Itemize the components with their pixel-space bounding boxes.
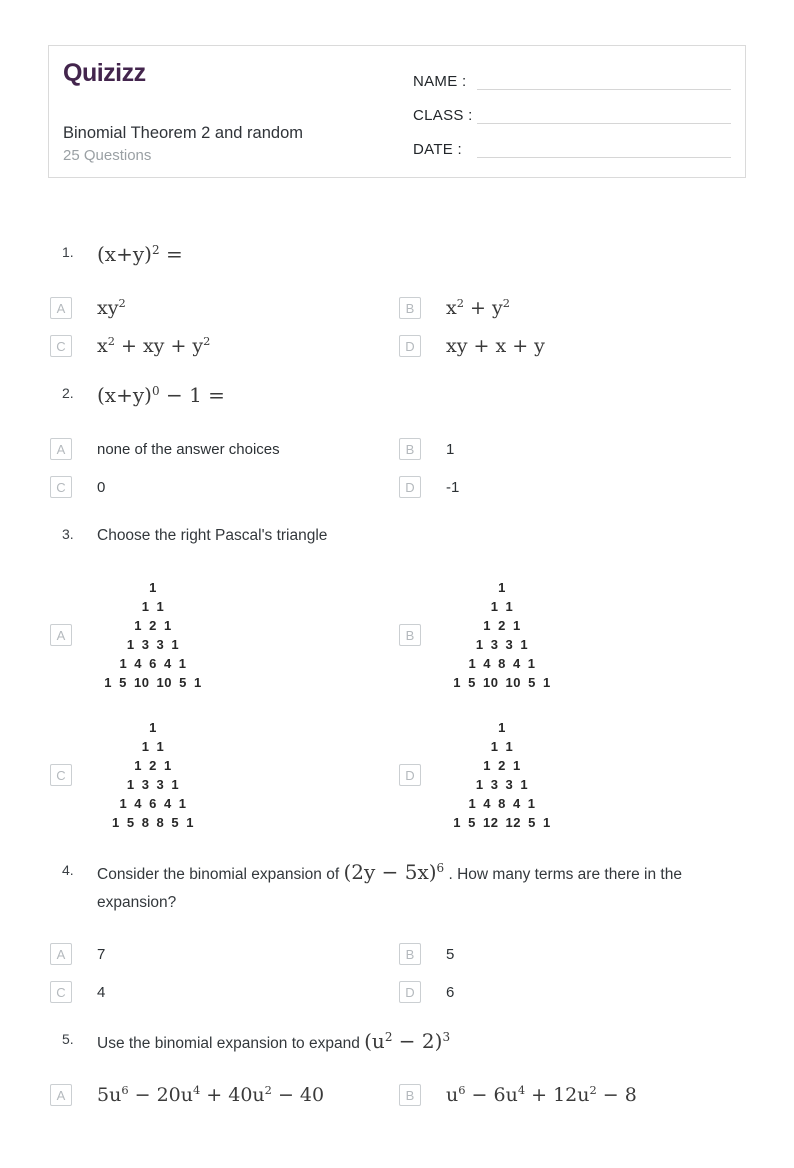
math-expression: $xy^2$ — [97, 296, 126, 319]
question-prompt — [97, 381, 225, 412]
option-letter-box[interactable]: B — [399, 297, 421, 319]
option-letter-box[interactable]: C — [50, 764, 72, 786]
text-segment: 6 — [446, 983, 455, 1001]
text-segment: none of the answer choices — [97, 440, 280, 458]
option-content — [446, 479, 459, 496]
option-letter-box[interactable]: D — [399, 335, 421, 357]
question-block — [48, 381, 746, 498]
text-segment: 0 — [97, 478, 106, 496]
option-content — [446, 984, 454, 1001]
field-input-line[interactable] — [477, 109, 731, 124]
option-content — [97, 441, 280, 458]
pascal-triangle: 1 1 1 1 2 1 1 3 3 1 1 4 8 4 1 1 5 12 12 5 1 — [453, 720, 551, 830]
option-b — [397, 297, 746, 319]
question-prompt-row — [48, 381, 746, 412]
option-letter-box[interactable]: D — [399, 764, 421, 786]
text-segment: 5 — [446, 945, 455, 963]
pascal-triangle: 1 1 1 1 2 1 1 3 3 1 1 4 6 4 1 1 5 8 8 5 1 — [112, 720, 194, 830]
option-content — [97, 1084, 324, 1106]
option-a — [48, 297, 397, 319]
field-input-line[interactable] — [477, 75, 731, 90]
option-content — [446, 1084, 637, 1106]
question-number: 1. — [62, 244, 74, 260]
text-segment: Consider the binomial expansion of — [97, 866, 344, 883]
option-letter-box[interactable]: A — [50, 438, 72, 460]
option-c — [48, 718, 397, 832]
option-row — [48, 718, 746, 832]
worksheet-title: Binomial Theorem 2 and random — [63, 124, 303, 142]
option-content — [446, 335, 545, 357]
math-expression: $(2y - 5x)^6$ — [343, 860, 445, 884]
pascal-triangle: 1 1 1 1 2 1 1 3 3 1 1 4 8 4 1 1 5 10 10 5 1 — [453, 580, 551, 690]
option-b — [397, 943, 746, 965]
header-fields — [413, 59, 731, 164]
option-b — [397, 1084, 746, 1106]
option-letter-box[interactable]: A — [50, 943, 72, 965]
quizizz-logo: Quizizz — [63, 59, 146, 87]
option-letter-box[interactable]: C — [50, 476, 72, 498]
option-row — [48, 1084, 746, 1106]
header-field-row — [413, 136, 731, 158]
question-block — [48, 858, 746, 1003]
option-letter-box[interactable]: A — [50, 624, 72, 646]
question-prompt-row — [48, 522, 746, 552]
option-letter-box[interactable]: D — [399, 981, 421, 1003]
question-block — [48, 522, 746, 832]
option-d — [397, 718, 746, 832]
text-segment: -1 — [446, 478, 460, 496]
option-b — [397, 578, 746, 692]
question-number: 5. — [62, 1031, 74, 1047]
math-expression: $u^6 - 6u^4 + 12u^2 - 8$ — [446, 1083, 637, 1106]
option-content — [97, 479, 105, 496]
option-letter-box[interactable]: B — [399, 624, 421, 646]
worksheet-header — [48, 45, 746, 178]
option-letter-box[interactable]: A — [50, 1084, 72, 1106]
option-b — [397, 438, 746, 460]
option-d — [397, 981, 746, 1003]
question-prompt — [97, 858, 722, 917]
question-prompt — [97, 1027, 450, 1058]
text-segment: . How many terms are there in the expansion? — [97, 866, 682, 911]
pascal-triangle: 1 1 1 1 2 1 1 3 3 1 1 4 6 4 1 1 5 10 10 5 1 — [104, 580, 202, 690]
text-segment: Choose the right Pascal's triangle — [97, 527, 328, 544]
question-number: 3. — [62, 526, 74, 542]
field-label: DATE : — [413, 141, 463, 158]
option-content — [97, 984, 105, 1001]
option-c — [48, 981, 397, 1003]
question-number: 4. — [62, 862, 74, 878]
option-row — [48, 297, 746, 319]
option-a — [48, 438, 397, 460]
math-expression: $5u^6 - 20u^4 + 40u^2 - 40$ — [97, 1083, 325, 1106]
field-label: NAME : — [413, 73, 467, 90]
question-prompt-row — [48, 240, 746, 271]
option-row — [48, 943, 746, 965]
option-content — [97, 946, 105, 963]
option-letter-box[interactable]: B — [399, 438, 421, 460]
option-content — [446, 946, 454, 963]
math-expression: $(x+y)^0 - 1$ = — [97, 383, 225, 407]
worksheet-page — [0, 45, 794, 1106]
option-row — [48, 438, 746, 460]
title-block — [63, 124, 413, 164]
option-letter-box[interactable]: A — [50, 297, 72, 319]
option-row — [48, 578, 746, 692]
option-a — [48, 943, 397, 965]
option-a — [48, 578, 397, 692]
field-label: CLASS : — [413, 107, 473, 124]
option-row — [48, 335, 746, 357]
question-prompt — [97, 522, 327, 552]
option-content — [97, 297, 126, 319]
option-content — [446, 297, 510, 319]
question-number: 2. — [62, 385, 74, 401]
math-expression: $x^2 + y^2$ — [446, 296, 510, 319]
option-row — [48, 476, 746, 498]
option-d — [397, 335, 746, 357]
question-block — [48, 240, 746, 357]
math-expression: $(x+y)^2$ = — [97, 242, 183, 266]
text-segment: 4 — [97, 983, 106, 1001]
header-field-row — [413, 68, 731, 90]
option-row — [48, 981, 746, 1003]
text-segment: 7 — [97, 945, 106, 963]
option-letter-box[interactable]: D — [399, 476, 421, 498]
option-letter-box[interactable]: B — [399, 1084, 421, 1106]
option-content — [446, 441, 454, 458]
option-content — [97, 335, 210, 357]
question-prompt-row — [48, 1027, 746, 1058]
math-expression: $x^2$ + xy + $y^2$ — [97, 334, 211, 357]
questions — [48, 178, 746, 1106]
math-expression: xy + x + y — [446, 335, 545, 357]
text-segment: Use the binomial expansion to expand — [97, 1035, 365, 1052]
option-c — [48, 476, 397, 498]
question-prompt — [97, 240, 183, 271]
option-letter-box[interactable]: B — [399, 943, 421, 965]
option-c — [48, 335, 397, 357]
math-expression: $(u^2 - 2)^3$ — [364, 1029, 451, 1053]
text-segment: 1 — [446, 440, 455, 458]
option-letter-box[interactable]: C — [50, 981, 72, 1003]
question-count: 25 Questions — [63, 147, 152, 164]
option-letter-box[interactable]: C — [50, 335, 72, 357]
question-prompt-row — [48, 858, 746, 917]
option-a — [48, 1084, 397, 1106]
question-block — [48, 1027, 746, 1106]
header-left — [63, 59, 413, 164]
option-d — [397, 476, 746, 498]
field-input-line[interactable] — [477, 143, 731, 158]
header-field-row — [413, 102, 731, 124]
